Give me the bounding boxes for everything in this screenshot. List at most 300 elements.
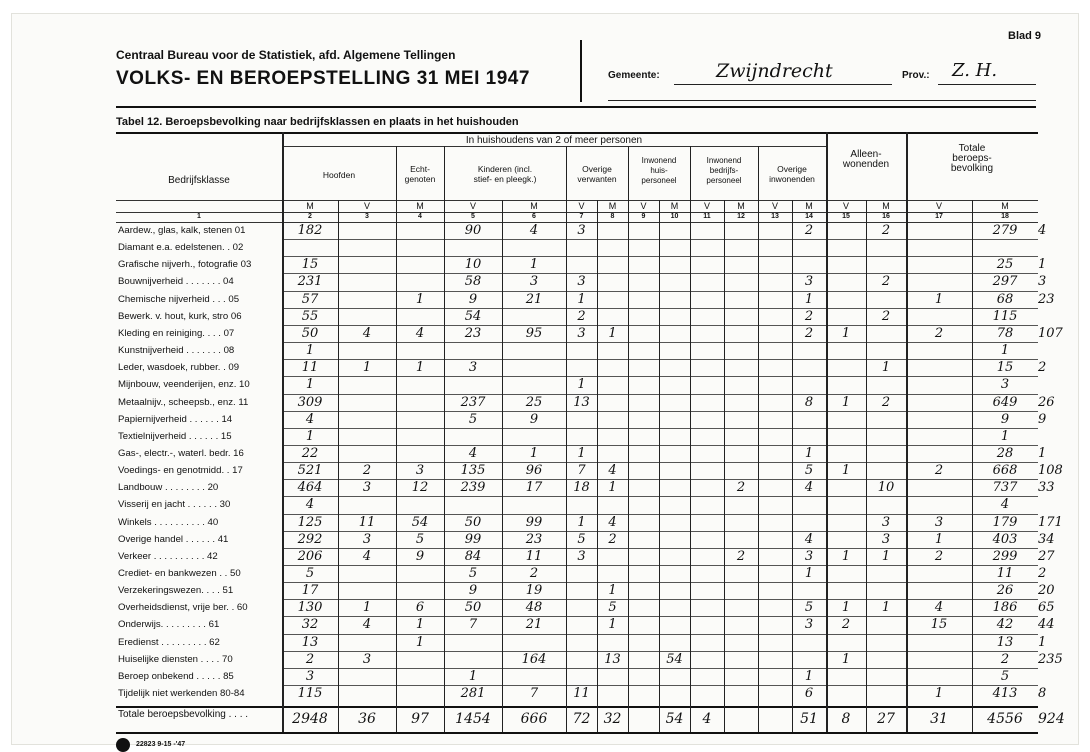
data-table [116,132,1065,728]
row-label: Bewerk. v. hout, kurk, stro 06 [118,310,242,322]
data-cell: 17 [301,583,319,599]
table-top-rule [116,132,1038,134]
sex-m-header: M [306,201,314,211]
print-code: 22823 9-15 -'47 [136,741,186,748]
data-cell: 1 [1038,634,1047,650]
data-cell: 5 [804,463,814,479]
row-label: Aardew., glas, kalk, stenen 01 [118,225,246,236]
data-cell: 1 [804,668,814,684]
column-number: 12 [737,213,745,220]
data-cell: 1 [841,651,851,667]
data-cell: 5 [468,566,478,581]
data-cell: 50 [464,514,482,530]
data-cell: 4 [305,497,315,513]
data-cell: 2 [305,651,315,667]
data-cell: 3 [577,274,586,290]
data-cell: 34 [1038,531,1055,547]
data-cell: 10 [464,257,482,273]
sex-v-header: V [771,201,778,211]
column-line [758,146,759,732]
data-cell: 1 [841,463,851,479]
column-number: 5 [471,213,475,220]
column-number: 2 [308,213,312,220]
total-cell: 2948 [292,711,328,728]
data-cell: 2 [577,308,586,324]
data-cell: 13 [573,394,590,410]
data-cell: 15 [996,360,1014,376]
bedrijfsklasse-header: Bedrijfsklasse [168,175,230,186]
table-title: Tabel 12. Beroepsbevolking naar bedrijfsklassen en plaats in het huishouden [116,116,519,128]
data-cell: 26 [996,583,1014,599]
row-label: Leder, wasdoek, rubber. . 09 [118,362,240,374]
row-label: Onderwijs. . . . . . . . . 61 [118,619,220,631]
data-cell: 5 [577,531,586,547]
column-number: 17 [935,213,943,220]
data-cell: 20 [1038,583,1055,599]
row-label: Voedings- en genotmidd. . 17 [118,465,243,477]
row-label: Tijdelijk niet werkenden 80-84 [118,688,245,700]
column-number: 8 [610,213,615,220]
data-cell: 2 [1038,360,1047,376]
data-cell: 4 [362,548,372,564]
data-cell: 521 [297,463,323,479]
data-cell: 1 [529,257,539,273]
data-cell: 44 [1038,617,1055,633]
data-cell: 1 [841,548,851,564]
data-cell: 108 [1038,463,1063,479]
data-cell: 27 [1038,548,1055,564]
data-cell: 17 [525,480,543,496]
data-cell: 2 [934,548,944,564]
data-cell: 1 [608,617,617,633]
data-cell: 3 [934,514,944,530]
data-cell: 4 [529,223,539,238]
data-cell: 2 [881,308,891,324]
column-number: 14 [805,213,813,220]
prov-label: Prov.: [902,70,930,81]
data-cell: 25 [996,257,1014,273]
row-label: Visserij en jacht . . . . . . 30 [118,499,231,511]
data-cell: 2 [804,325,814,341]
data-cell: 1 [415,634,425,650]
data-cell: 115 [297,686,323,702]
data-cell: 3 [577,548,586,564]
data-cell: 1 [1038,445,1047,461]
data-cell: 65 [1038,600,1055,616]
data-cell: 23 [525,531,543,547]
data-cell: 3 [305,668,315,684]
data-cell: 25 [525,394,543,410]
data-cell: 1 [608,583,617,599]
data-cell: 130 [297,600,323,616]
data-cell: 19 [525,583,543,599]
data-cell: 1 [608,480,617,496]
data-cell: 58 [464,274,482,290]
data-cell: 3 [577,325,586,341]
data-cell: 99 [464,531,482,547]
data-cell: 1 [841,394,851,410]
data-cell: 1 [841,325,851,341]
total-cell: 51 [800,711,818,728]
data-cell: 95 [525,325,543,341]
column-line [724,200,725,732]
row-label: Kleding en reiniging. . . . 07 [118,327,235,339]
sex-m-header: M [530,201,538,211]
data-cell: 1 [305,377,315,393]
data-cell: 135 [460,463,486,479]
data-cell: 55 [301,308,319,324]
data-cell: 1 [415,617,425,633]
row-label: Bouwnijverheid . . . . . . . 04 [118,276,234,288]
data-cell: 5 [415,531,425,547]
data-cell: 13 [604,651,621,667]
data-cell: 11 [301,360,319,376]
total-cell: 36 [358,711,376,728]
sex-v-header: V [640,201,647,211]
data-cell: 18 [573,480,590,496]
data-cell: 84 [464,548,482,564]
data-cell: 11 [525,548,543,564]
data-cell: 3 [362,651,372,667]
data-cell: 21 [525,617,543,633]
total-cell: 924 [1038,711,1065,728]
data-cell: 413 [992,686,1018,702]
overige-verwanten-header: Overige verwanten [577,164,617,184]
data-cell: 3 [529,274,539,290]
data-cell: 237 [460,394,486,410]
data-cell: 1 [415,360,425,376]
column-number: 4 [418,213,422,220]
data-cell: 2 [841,617,851,633]
data-cell: 5 [1000,668,1010,684]
data-cell: 68 [996,291,1014,307]
row-label: Textielnijverheid . . . . . . 15 [118,430,232,442]
column-number: 3 [365,213,369,220]
row-label: Huiselijke diensten . . . . 70 [118,653,233,665]
hoofden-header: Hoofden [322,170,356,180]
data-cell: 13 [996,634,1014,650]
sex-m-header: M [1001,201,1009,211]
data-cell: 1 [362,360,372,376]
row-label: Kunstnijverheid . . . . . . . 08 [118,345,235,357]
data-cell: 3 [804,548,814,564]
inwonend-huispersoneel-header: Inwonend huis- personeel [641,156,677,185]
data-cell: 1 [577,377,586,393]
row-label: Verzekeringswezen. . . . 51 [118,585,234,597]
total-cell: 27 [877,711,895,728]
data-cell: 13 [301,634,319,650]
data-cell: 54 [411,514,429,530]
data-cell: 1 [1000,343,1010,359]
group-header: In huishoudens van 2 of meer personen [465,135,643,146]
data-cell: 11 [996,566,1014,581]
total-cell: 72 [572,711,591,728]
data-cell: 7 [529,686,539,702]
row-label: Eredienst . . . . . . . . . 62 [118,636,220,648]
data-cell: 1 [577,445,586,461]
totals-row-label: Totale beroepsbevolking . . . . [118,709,249,721]
data-cell: 2 [881,223,891,238]
data-cell: 2 [881,274,891,290]
data-cell: 115 [992,308,1018,324]
data-cell: 33 [1038,480,1055,496]
sex-v-header: V [578,201,585,211]
total-cell: 8 [841,711,851,728]
data-cell: 1 [577,291,586,307]
data-cell: 50 [301,325,319,341]
data-cell: 1 [1038,257,1047,273]
data-cell: 50 [464,600,482,616]
data-cell: 42 [996,617,1014,633]
row-label: Grafische nijverh., fotografie 03 [118,259,252,271]
data-cell: 5 [468,411,478,427]
data-cell: 48 [525,600,543,616]
data-cell: 54 [464,308,482,324]
data-cell: 26 [1038,394,1055,410]
gemeente-label: Gemeente: [608,70,660,81]
data-cell: 279 [992,223,1018,238]
data-cell: 7 [577,463,586,479]
data-cell: 3 [577,223,586,238]
column-number: 1 [197,213,201,220]
data-cell: 9 [468,291,478,307]
column-number: 9 [641,213,646,220]
column-number: 15 [842,213,850,220]
data-cell: 299 [992,548,1018,564]
prov-value: Z. H. [952,60,998,81]
data-cell: 9 [1038,411,1047,427]
data-cell: 5 [608,600,617,616]
data-cell: 3 [362,480,372,496]
inwonend-bedrijfspersoneel-header: Inwonend bedrijfs- personeel [706,156,742,185]
column-number: 10 [670,213,679,220]
data-cell: 1 [362,600,372,616]
data-cell: 1 [804,566,814,581]
prov-underline [938,84,1036,85]
sex-m-header: M [805,201,813,211]
data-cell: 1 [804,445,814,461]
data-cell: 8 [1038,686,1047,702]
data-cell: 23 [464,325,482,341]
row-label: Crediet- en bankwezen . . 50 [118,568,241,579]
data-cell: 2 [804,308,814,324]
total-cell: 1454 [455,711,491,728]
data-cell: 1 [841,600,851,616]
column-line [906,132,908,732]
data-cell: 297 [992,274,1018,290]
totale-header: Totale beroeps- bevolking [950,143,994,174]
data-cell: 125 [297,514,323,530]
data-cell: 182 [297,223,323,238]
form-title: VOLKS- EN BEROEPSTELLING 31 MEI 1947 [116,68,530,89]
gemeente-underline [674,84,892,85]
data-cell: 1 [529,445,539,461]
data-cell: 57 [301,291,319,307]
data-cell: 3 [881,531,891,547]
data-cell: 12 [411,480,429,496]
data-cell: 9 [1000,411,1010,427]
column-number: 6 [532,213,536,220]
data-cell: 96 [525,463,543,479]
data-cell: 2 [736,480,746,496]
data-cell: 3 [468,360,478,376]
row-label: Papiernijverheid . . . . . . 14 [118,413,233,425]
data-cell: 649 [992,394,1018,410]
data-cell: 179 [992,514,1018,530]
data-cell: 1 [934,531,944,547]
row-label: Chemische nijverheid . . . 05 [118,293,240,305]
row-label: Mijnbouw, veenderijen, enz. 10 [118,379,250,391]
row-label: Winkels . . . . . . . . . . 40 [118,516,219,528]
table-bottom-rule [116,732,1038,734]
header-blank-line [608,100,1036,101]
totals-top-rule [116,706,1038,708]
sex-v-header: V [363,201,370,211]
data-cell: 90 [464,223,482,238]
data-cell: 15 [301,257,319,273]
data-cell: 164 [521,651,547,667]
data-cell: 1 [934,291,944,307]
data-cell: 4 [608,514,617,530]
data-cell: 1 [468,668,478,684]
data-cell: 4 [934,600,944,616]
overige-inwonenden-header: Overige inwonenden [769,164,815,184]
row-label: Gas-, electr.-, waterl. bedr. 16 [118,447,244,459]
total-cell: 666 [520,711,548,728]
data-cell: 9 [468,583,478,599]
data-cell: 10 [877,480,895,496]
total-cell: 4556 [987,711,1023,728]
row-label: Beroep onbekend . . . . . 85 [118,670,234,682]
column-line [826,132,828,732]
row-label: Overheidsdienst, vrije ber. . 60 [118,602,248,614]
data-cell: 292 [297,531,323,547]
total-cell: 31 [930,711,948,728]
data-cell: 2 [529,566,539,581]
data-cell: 15 [930,617,948,633]
data-cell: 1 [305,428,315,444]
data-cell: 4 [415,325,425,341]
data-cell: 2 [1038,566,1047,581]
column-number: 11 [703,213,711,220]
data-cell: 4 [305,411,315,427]
data-cell: 186 [992,600,1018,616]
data-cell: 4 [804,531,814,547]
data-cell: 1 [608,325,617,341]
data-cell: 2 [881,394,891,410]
blad-number: Blad 9 [1008,30,1042,42]
bureau-line: Centraal Bureau voor de Statistiek, afd. Algemene Tellingen [116,48,456,62]
total-cell: 54 [665,711,684,728]
header-rule [116,106,1036,108]
data-cell: 99 [525,514,543,530]
total-cell: 4 [702,711,712,728]
data-cell: 1 [881,600,891,616]
data-cell: 1 [305,343,315,359]
data-cell: 4 [1038,223,1047,238]
data-cell: 6 [415,600,425,616]
column-number: 16 [882,213,890,220]
echtgenoten-header: Echt- genoten [404,164,436,184]
data-cell: 5 [305,566,315,581]
kinderen-header: Kinderen (incl. stief- en pleegk.) [473,164,537,184]
column-number: 13 [771,213,779,220]
sex-v-header: V [469,201,476,211]
gemeente-value: Zwijndrecht [716,60,833,82]
data-cell: 28 [996,445,1014,461]
data-cell: 231 [297,274,323,290]
data-cell: 4 [804,480,814,496]
data-cell: 2 [736,548,746,564]
data-cell: 1 [804,291,814,307]
row-label: Overige handel . . . . . . 41 [118,533,229,545]
data-cell: 3 [1038,274,1047,290]
data-cell: 54 [666,651,683,667]
data-cell: 78 [996,325,1014,341]
data-cell: 3 [1000,377,1010,393]
data-cell: 1 [1000,428,1010,444]
data-cell: 3 [415,463,425,479]
data-cell: 235 [1038,651,1063,667]
data-cell: 3 [362,531,372,547]
data-cell: 2 [608,531,617,547]
data-cell: 737 [992,480,1018,496]
sex-m-header: M [670,201,679,211]
data-cell: 5 [804,600,814,616]
header-divider [580,40,582,102]
data-cell: 3 [804,617,814,633]
row-label: Verkeer . . . . . . . . . . 42 [118,550,218,562]
column-number: 18 [1001,213,1009,220]
sex-m-header: M [608,201,617,211]
data-cell: 464 [297,480,323,496]
data-cell: 668 [992,463,1018,479]
column-line [690,146,691,732]
sex-v-header: V [842,201,849,211]
data-cell: 8 [804,394,814,410]
total-cell: 32 [603,711,622,728]
data-cell: 2 [804,223,814,238]
data-cell: 4 [608,463,617,479]
data-cell: 3 [804,274,814,290]
data-cell: 1 [881,360,891,376]
data-cell: 22 [301,445,319,461]
data-cell: 1 [881,548,891,564]
data-cell: 6 [804,686,814,702]
sex-m-header: M [882,201,890,211]
data-cell: 2 [1000,651,1010,667]
sex-v-header: V [703,201,710,211]
data-cell: 171 [1038,514,1063,530]
data-cell: 1 [577,514,586,530]
data-cell: 23 [1038,291,1055,307]
data-cell: 281 [460,686,486,702]
data-cell: 4 [362,325,372,341]
data-cell: 309 [297,394,323,410]
data-cell: 206 [297,548,323,564]
group-underline [282,146,826,147]
data-cell: 11 [573,686,590,702]
row-label: Metaalnijv., scheepsb., enz. 11 [118,396,249,408]
row-label: Landbouw . . . . . . . . 20 [118,482,219,494]
census-form-sheet [12,14,1078,748]
data-cell: 239 [460,480,486,496]
data-cell: 107 [1038,325,1063,341]
column-line [628,146,629,732]
data-cell: 9 [529,411,539,427]
data-cell: 4 [468,445,478,461]
sex-m-header: M [737,201,745,211]
